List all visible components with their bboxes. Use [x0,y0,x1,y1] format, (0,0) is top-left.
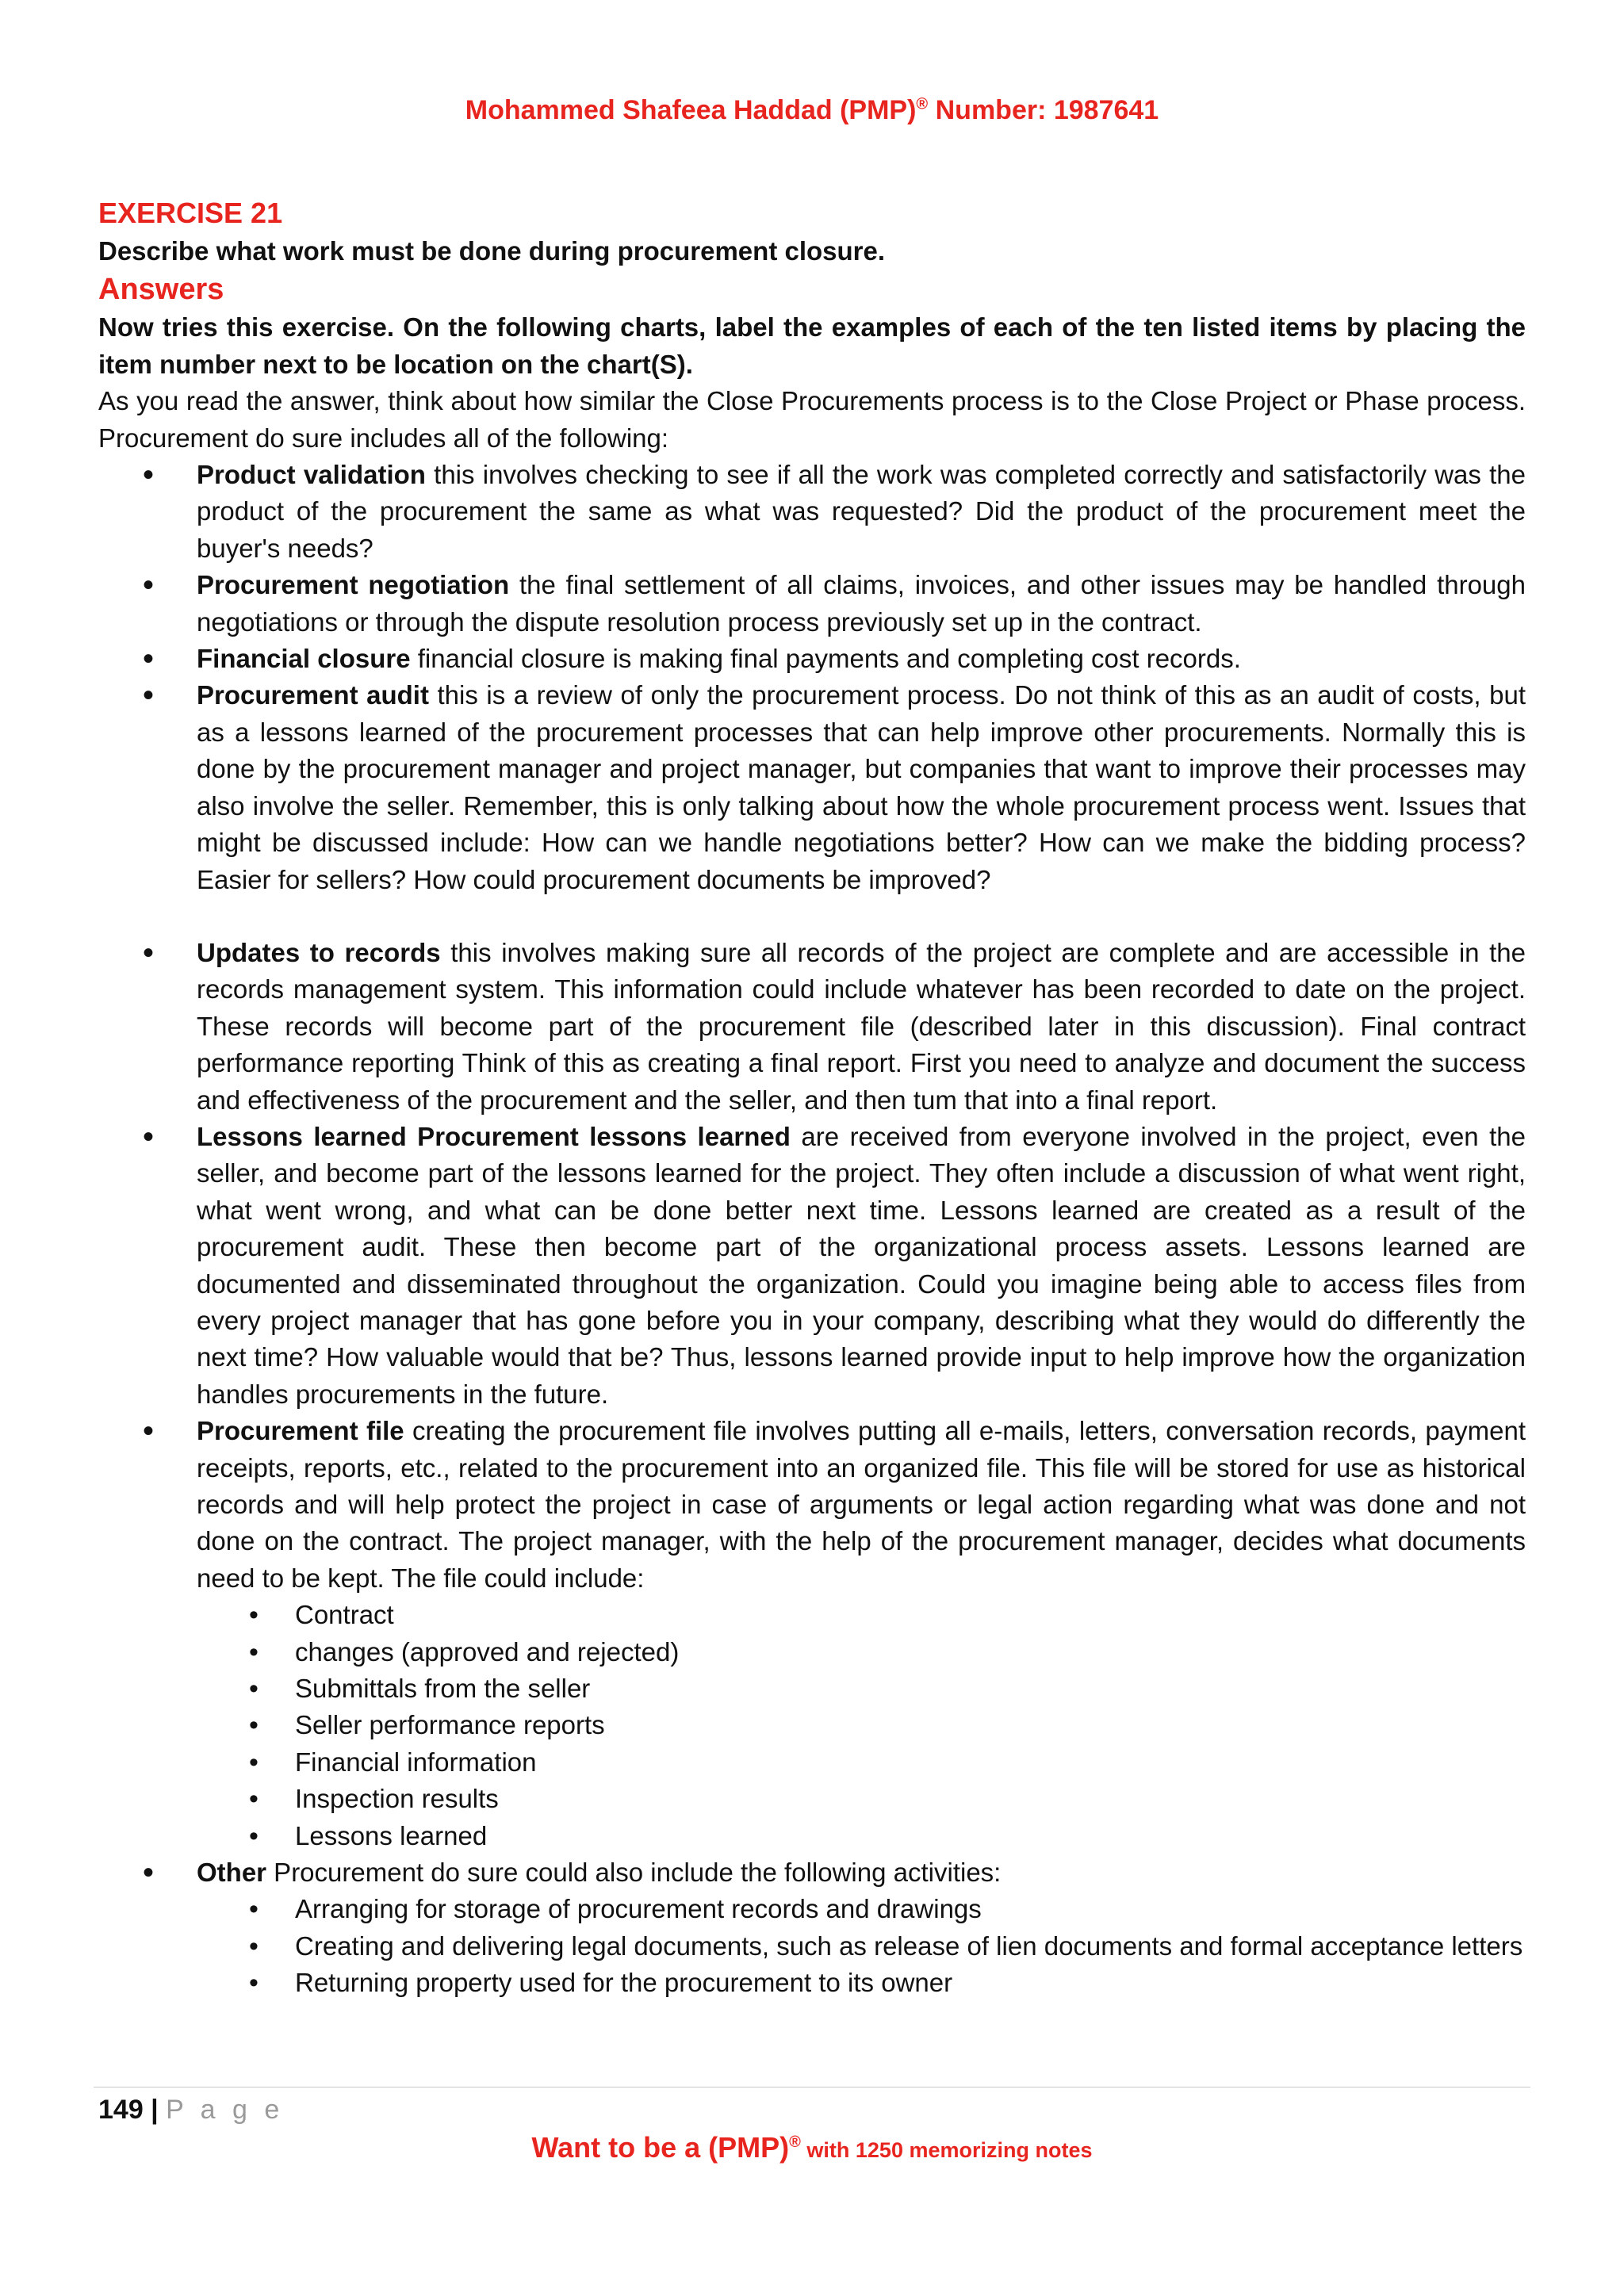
page-footer [0,2131,1624,2164]
closure-items-list-continued [98,935,1526,2002]
page-content [98,193,1526,2002]
item-text: Procurement do sure could also include the following activities: [266,1858,1002,1888]
page-number-separator: | [143,2095,167,2125]
sub-item: • Returning property used for the procurement to its owner [197,1965,1526,2001]
footer-registered-mark: ® [789,2133,801,2151]
list-item-lessons-learned [98,1119,1526,1413]
page-header [0,95,1624,126]
exercise-title: EXERCISE 21 [98,197,283,229]
item-text: the final settlement of all claims, invoices, and other issues may be handled through negotiations or through the dispute resolution process previously set up in the contract. [197,570,1526,637]
list-item-financial-closure [98,641,1526,677]
exercise-question: Describe what work must be done during procurement closure. [98,236,886,266]
answers-heading: Answers [98,273,224,307]
spacer [98,898,1526,935]
item-term: Procurement audit [197,680,429,710]
item-term: Financial closure [197,644,411,674]
other-activities [197,1891,1526,2001]
header-author: Mohammed Shafeea Haddad (PMP) [465,95,917,125]
sub-item: • Seller performance reports [197,1707,1526,1743]
item-text: are received from everyone involved in the project, even the seller, and become part of the lessons learned for the project. They often include a discussion of what went right, what went wrong, and what can be done better next time. Lessons learned are created as a result of the procurement audit. These then become part of the organizational process assets. Lessons learned are documented and disseminated throughout the organization. Could you imagine being able to access files from every project manager that has gone before you in your company, describing what they would do differently the next time? How valuable would that be? Thus, lessons learned provide input to help improve how the organization handles procurements in the future. [197,1121,1526,1409]
sub-item: • Creating and delivering legal documents, such as release of lien documents and formal acceptance letters [197,1928,1526,1965]
exercise-instruction: Now tries this exercise. On the following charts, label the examples of each of the ten listed items by placing the item number next to be location on the chart(S). [98,312,1526,379]
item-term: Procurement file [197,1416,404,1446]
exercise-intro: As you read the answer, think about how similar the Close Procurements process is to the Close Project or Phase process. Procurement do sure includes all of the following: [98,386,1526,453]
item-term: Other [197,1858,267,1888]
item-text: this is a review of only the procurement process. Do not think of this as an audit of costs, but as a lessons learned of the procurement processes that can help improve other procurements. Normally this is done by the procurement manager and project manager, but companies that want to improve their processes may also involve the seller. Remember, this is only talking about how the whole procurement process went. Issues that might be discussed include: How can we handle negotiations better? How can we make the bidding process? Easier for sellers? How could procurement documents be improved? [197,680,1526,894]
header-number: Number: 1987641 [928,95,1159,125]
list-item-updates-to-records [98,935,1526,1119]
sub-item: • Submittals from the seller [197,1670,1526,1707]
item-text: this involves making sure all records of the project are complete and are accessible in the records management system. This information could include whatever has been recorded to date on the project. These records will become part of the procurement file (described later in this discussion). Final contract performance reporting Think of this as creating a final report. First you need to analyze and document the success and effectiveness of the procurement and the seller, and then tum that into a final report. [197,937,1526,1115]
list-item-procurement-file [98,1413,1526,1854]
procurement-file-contents [197,1597,1526,1854]
header-registered-mark: ® [916,95,929,113]
item-text: financial closure is making final payments and completing cost records. [410,644,1241,674]
list-item-product-validation [98,457,1526,567]
item-term: Updates to records [197,937,441,967]
item-term: Procurement negotiation [197,570,510,600]
item-text: creating the procurement file involves putting all e-mails, letters, conversation records, payment receipts, reports, etc., related to the procurement into an organized file. This file will be stored for use as historical records and will help protect the project in case of arguments or legal action regarding what was done and not done on the contract. The project manager, with the help of the procurement manager, decides what documents need to be kept. The file could include: [197,1416,1526,1593]
item-text: this involves checking to see if all the work was completed correctly and satisfactorily was the product of the procurement the same as what was requested? Did the product of the procurement meet the buyer's needs? [197,460,1526,563]
sub-item: • Contract [197,1597,1526,1633]
item-term: Lessons learned Procurement lessons learned [197,1121,791,1151]
list-item-procurement-negotiation [98,567,1526,641]
sub-item: • Inspection results [197,1781,1526,1817]
sub-item: • Arranging for storage of procurement records and drawings [197,1891,1526,1927]
page-number-value: 149 [98,2095,144,2125]
footer-small: with 1250 memorizing notes [800,2138,1093,2162]
sub-item: • Lessons learned [197,1818,1526,1854]
list-item-other [98,1854,1526,2002]
item-term: Product validation [197,460,426,490]
page-label: P a g e [166,2095,285,2125]
sub-item: • Financial information [197,1744,1526,1781]
footer-main: Want to be a (PMP) [531,2131,790,2164]
closure-items-list [98,457,1526,898]
page-number [98,2091,284,2128]
sub-item: • changes (approved and rejected) [197,1634,1526,1670]
list-item-procurement-audit [98,677,1526,897]
